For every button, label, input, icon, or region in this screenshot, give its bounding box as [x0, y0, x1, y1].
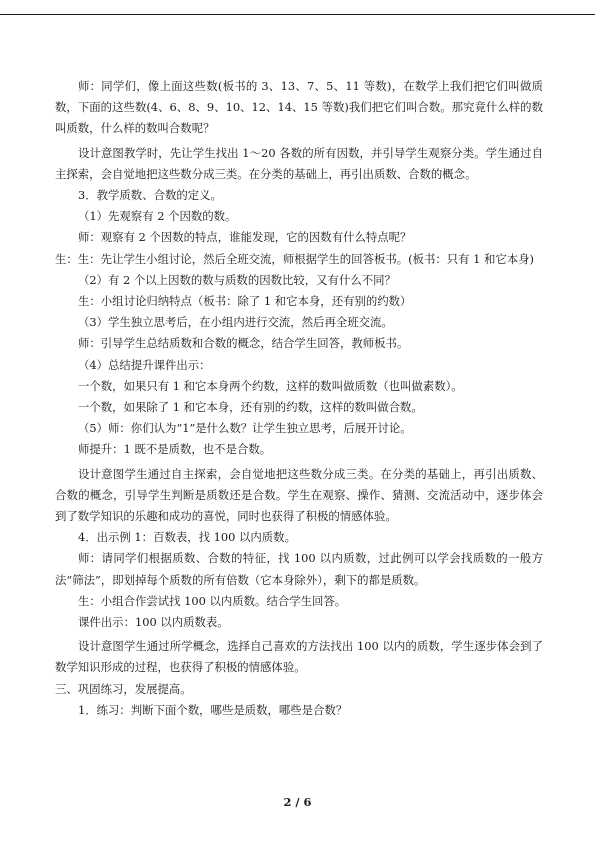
page-number: 2 / 6 [283, 795, 312, 809]
paragraph: 1．练习：判断下面个数，哪些是质数，哪些是合数？ [78, 702, 348, 717]
paragraph: 师：观察有 2 个因数的特点，谁能发现，它的因数有什么特点呢？ [78, 230, 412, 245]
paragraph: 4．出示例 1：百数表，找 100 以内质数。 [78, 530, 296, 545]
paragraph: 设计意图教学时，先让学生找出 1～20 各数的所有因数，并引导学生观察分类。学生通过自主探索，会自觉地把这些数分成三类。在分类的基础上，再引出质数、合数的概念。 [55, 145, 543, 181]
paragraph: 生：小组合作尝试找 100 以内质数。结合学生回答。 [78, 593, 347, 608]
paragraph: （3）学生独立思考后，在小组内进行交流，然后再全班交流。 [78, 315, 393, 330]
paragraph: 一个数，如果除了 1 和它本身，还有别的约数，这样的数叫做合数。 [78, 400, 423, 415]
paragraph: 师：同学们，像上面这些数(板书的 3、13、7、5、11 等数)，在数学上我们把它们叫做质数，下面的这些数(4、6、8、9、10、12、14、15 等数)我们把它们叫合数。那究竟什么样的数叫质数，什么样的数叫合数呢？ [55, 79, 543, 136]
paragraph: 设计意图学生通过自主探索，会自觉地把这些数分成三类。在分类的基础上，再引出质数、合数的概念，引导学生判断是质数还是合数。学生在观察、操作、猜测、交流活动中，逐步体会到了数学知识的乐趣和成功的喜悦，同时也获得了积极的情感体验。 [55, 466, 543, 524]
paragraph: 3．教学质数、合数的定义。 [78, 188, 222, 203]
paragraph: 三、巩固练习，发展提高。 [55, 681, 192, 696]
paragraph: （5）师：你们认为“1”是什么数？让学生独立思考，后展开讨论。 [78, 421, 412, 436]
paragraph: 师提升：1 既不是质数，也不是合数。 [78, 442, 272, 457]
paragraph: 课件出示：100 以内质数表。 [78, 615, 229, 630]
paragraph: 生：小组讨论归纳特点（板书：除了 1 和它本身，还有别的约数） [78, 294, 412, 309]
paragraph: 设计意图学生通过所学概念，选择自己喜欢的方法找出 100 以内的质数，学生逐步体会到了数学知识形成的过程，也获得了积极的情感体验。 [55, 639, 543, 675]
paragraph: 师：引导学生总结质数和合数的概念，结合学生回答，教师板书。 [78, 336, 409, 351]
paragraph: 生：生：先让学生小组讨论，然后全班交流，师根据学生的回答板书。(板书：只有 1 和它本身) [55, 251, 535, 266]
paragraph: （4）总结提升课件出示： [78, 357, 211, 372]
paragraph: （2）有 2 个以上因数的数与质数的因数比较，又有什么不同？ [78, 272, 396, 287]
paragraph: （1）先观察有 2 个因数的数。 [78, 209, 237, 224]
document-body [55, 76, 543, 721]
paragraph: 师：请同学们根据质数、合数的特征，找 100 以内质数，过此例可以学会找质数的一般方法“筛法”，即划掉每个质数的所有倍数（它本身除外），剩下的都是质数。 [55, 551, 543, 587]
paragraph: 一个数，如果只有 1 和它本身两个约数，这样的数叫做质数（也叫做素数）。 [78, 378, 463, 393]
header-rule [0, 14, 595, 15]
